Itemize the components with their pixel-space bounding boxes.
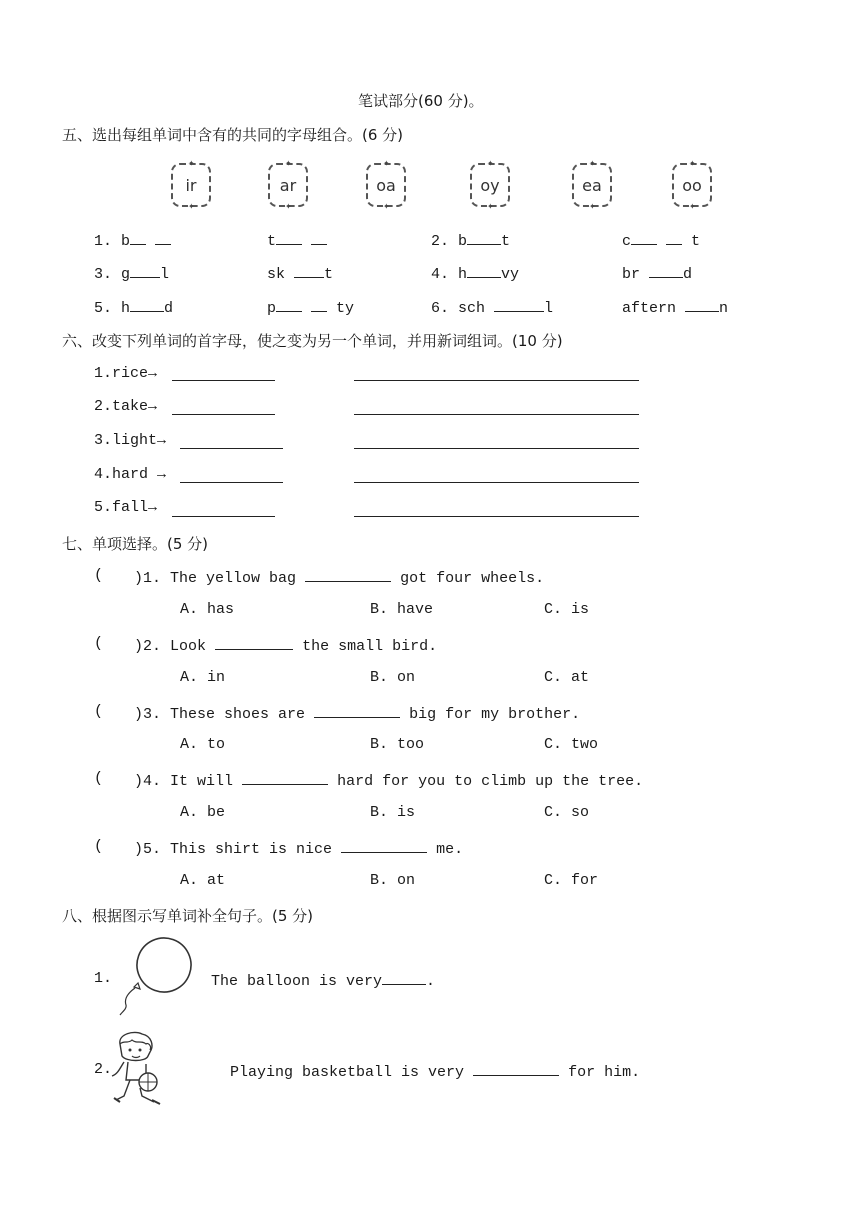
stem-after: me. — [436, 841, 464, 858]
sentence-before: Playing basketball is very — [230, 1064, 465, 1081]
fill-item — [94, 263, 169, 283]
page-header: 笔试部分(60 分)。 — [358, 92, 484, 110]
item-prefix: p — [267, 300, 277, 317]
section8-title: 八、根据图示写单词补全句子。(5 分) — [62, 907, 314, 925]
option-b[interactable]: B. on — [370, 669, 416, 686]
fill-item — [622, 230, 700, 250]
stem-before: These shoes are — [170, 706, 306, 723]
new-word-line[interactable] — [172, 380, 275, 381]
option-box-ir — [171, 163, 211, 207]
option-label: ✦ ar — [279, 175, 297, 195]
fill-item — [431, 230, 510, 250]
sentence-before: The balloon is very — [211, 973, 383, 990]
blank[interactable] — [130, 230, 146, 245]
boy-basketball-icon — [106, 1030, 170, 1106]
answer-paren[interactable]: ( — [94, 770, 104, 787]
item-prefix: t — [267, 233, 277, 250]
item-suffix: n — [719, 300, 729, 317]
item-suffix: ty — [336, 300, 355, 317]
option-box-ea — [572, 163, 612, 207]
sentence-after: . — [426, 973, 436, 990]
word-item: 5.fall→ — [94, 499, 158, 516]
option-label: ✦ oa — [376, 175, 396, 195]
blank[interactable] — [276, 230, 302, 245]
new-word-line[interactable] — [180, 448, 283, 449]
item-prefix: 3. g — [94, 266, 131, 283]
option-box-oo — [672, 163, 712, 207]
option-c[interactable]: C. so — [544, 804, 590, 821]
blank[interactable] — [341, 838, 427, 853]
sentence — [211, 970, 435, 990]
item-suffix: d — [164, 300, 174, 317]
item-prefix: aftern — [622, 300, 677, 317]
item-prefix: 4. h — [431, 266, 468, 283]
item-prefix: 5. h — [94, 300, 131, 317]
question-number: )4. — [134, 773, 162, 790]
new-word-line[interactable] — [172, 516, 275, 517]
blank[interactable] — [311, 297, 327, 312]
sentence — [230, 1061, 640, 1081]
blank[interactable] — [685, 297, 719, 312]
fill-item — [94, 230, 171, 250]
item-prefix: br — [622, 266, 641, 283]
phrase-line[interactable] — [354, 380, 639, 381]
blank[interactable] — [467, 263, 501, 278]
option-b[interactable]: B. have — [370, 601, 434, 618]
option-a[interactable]: A. has — [180, 601, 235, 618]
blank[interactable] — [473, 1061, 559, 1076]
blank[interactable] — [130, 297, 164, 312]
option-box-oy — [470, 163, 510, 207]
blank[interactable] — [242, 770, 328, 785]
stem-after: got four wheels. — [400, 570, 545, 587]
question-number: )3. — [134, 706, 162, 723]
blank[interactable] — [215, 635, 293, 650]
fill-item — [431, 263, 519, 283]
blank[interactable] — [130, 263, 160, 278]
item-suffix: l — [544, 300, 554, 317]
stem-before: This shirt is nice — [170, 841, 333, 858]
blank[interactable] — [631, 230, 657, 245]
phrase-line[interactable] — [354, 482, 639, 483]
word-item: 4.hard → — [94, 466, 167, 483]
item-suffix: l — [160, 266, 170, 283]
question-stem — [134, 567, 544, 587]
stem-after: the small bird. — [302, 638, 438, 655]
answer-paren[interactable]: ( — [94, 838, 104, 855]
option-box-oa — [366, 163, 406, 207]
option-a[interactable]: A. to — [180, 736, 226, 753]
fill-item — [622, 297, 728, 317]
item-prefix: sk — [267, 266, 286, 283]
stem-before: The yellow bag — [170, 570, 297, 587]
option-a[interactable]: A. be — [180, 804, 226, 821]
fill-item — [267, 230, 327, 250]
question-number: )1. — [134, 570, 162, 587]
fill-item — [622, 263, 692, 283]
new-word-line[interactable] — [180, 482, 283, 483]
item-suffix: t — [691, 233, 701, 250]
option-c[interactable]: C. for — [544, 872, 599, 889]
item-prefix: c — [622, 233, 632, 250]
question-number: 2. — [94, 1061, 113, 1078]
blank[interactable] — [666, 230, 682, 245]
item-prefix: 2. b — [431, 233, 468, 250]
phrase-line[interactable] — [354, 448, 639, 449]
stem-after: big for my brother. — [409, 706, 581, 723]
section6-title: 六、改变下列单词的首字母，使之变为另一个单词，并用新词组词。(10 分) — [62, 332, 563, 350]
fill-item — [431, 297, 553, 317]
word-item: 1.rice→ — [94, 365, 158, 382]
blank[interactable] — [305, 567, 391, 582]
option-c[interactable]: C. at — [544, 669, 590, 686]
option-box-ar — [268, 163, 308, 207]
item-prefix: 6. sch — [431, 300, 486, 317]
question-stem — [134, 703, 580, 723]
question-stem — [134, 770, 643, 790]
option-a[interactable]: A. at — [180, 872, 226, 889]
blank[interactable] — [382, 970, 426, 985]
item-suffix: t — [324, 266, 334, 283]
blank[interactable] — [494, 297, 544, 312]
word-item: 2.take→ — [94, 398, 158, 415]
blank[interactable] — [314, 703, 400, 718]
stem-before: Look — [170, 638, 207, 655]
section7-title: 七、单项选择。(5 分) — [62, 535, 209, 553]
question-stem — [134, 838, 463, 858]
question-number: )2. — [134, 638, 162, 655]
blank[interactable] — [294, 263, 324, 278]
item-suffix: t — [501, 233, 511, 250]
section5-title: 五、选出每组单词中含有的共同的字母组合。(6 分) — [62, 126, 404, 144]
option-c[interactable]: C. two — [544, 736, 599, 753]
option-label: ✦ ea — [582, 175, 602, 195]
sentence-after: for him. — [568, 1064, 641, 1081]
phrase-line[interactable] — [354, 516, 639, 517]
stem-after: hard for you to climb up the tree. — [337, 773, 644, 790]
item-suffix: d — [683, 266, 693, 283]
answer-paren[interactable]: ( — [94, 567, 104, 584]
question-number: 1. — [94, 970, 113, 987]
blank[interactable] — [649, 263, 683, 278]
option-label: ✦ oy — [480, 175, 500, 195]
answer-paren[interactable]: ( — [94, 635, 104, 652]
new-word-line[interactable] — [172, 414, 275, 415]
fill-item — [94, 297, 173, 317]
phrase-line[interactable] — [354, 414, 639, 415]
answer-paren[interactable]: ( — [94, 703, 104, 720]
balloon-icon — [110, 935, 196, 1017]
item-suffix: vy — [501, 266, 520, 283]
question-number: )5. — [134, 841, 162, 858]
blank[interactable] — [311, 230, 327, 245]
blank[interactable] — [467, 230, 501, 245]
blank[interactable] — [155, 230, 171, 245]
option-a[interactable]: A. in — [180, 669, 226, 686]
word-item: 3.light→ — [94, 432, 167, 449]
option-b[interactable]: B. on — [370, 872, 416, 889]
option-b[interactable]: B. is — [370, 804, 416, 821]
option-b[interactable]: B. too — [370, 736, 425, 753]
fill-item — [267, 263, 333, 283]
blank[interactable] — [276, 297, 302, 312]
fill-item — [267, 297, 354, 317]
stem-before: It will — [170, 773, 234, 790]
option-c[interactable]: C. is — [544, 601, 590, 618]
item-prefix: 1. b — [94, 233, 131, 250]
option-label: ✦ oo — [682, 175, 702, 195]
option-label: ✦ ir — [185, 175, 197, 195]
question-stem — [134, 635, 437, 655]
